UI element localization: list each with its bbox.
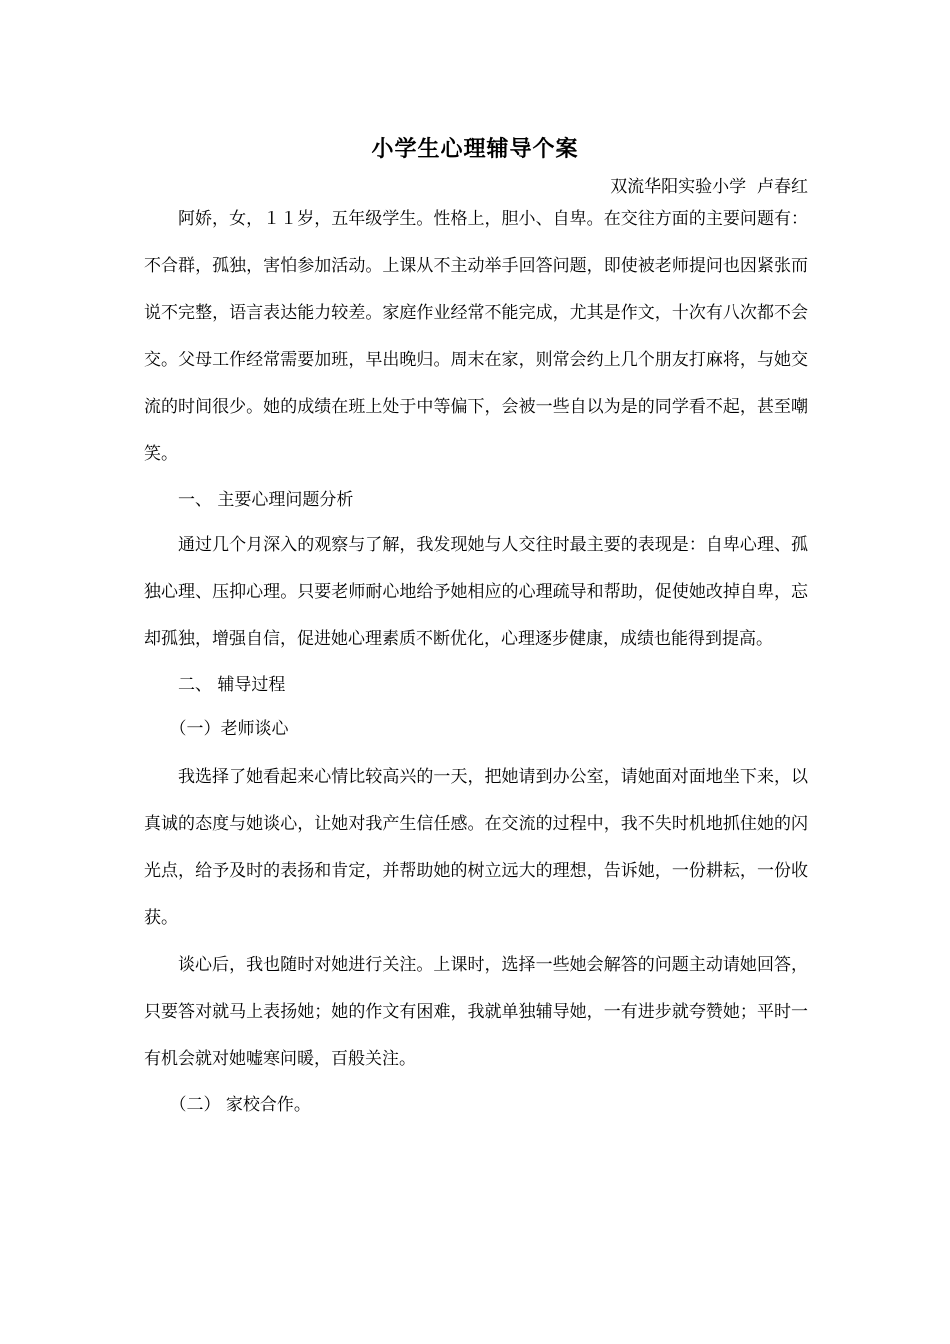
subsection-heading-talk: （一）老师谈心 [169,719,289,739]
section-heading-process: 二、 辅导过程 [178,675,286,695]
paragraph-intro: 阿娇，女，１１岁，五年级学生。性格上，胆小、自卑。在交往方面的主要问题有：不合群，孤独，害怕参加活动。上课从不主动举手回答问题，即使被老师提问也因紧张而说不完整，语言表达能力较差。家庭作业经常不能完成，尤其是作文，十次有八次都不会交。父母工作经常需要加班，早出晚归。周末在家，则常会约上几个朋友打麻将，与她交流的时间很少。她的成绩在班上处于中等偏下，会被一些自以为是的同学看不起，甚至嘲笑。 [144,209,808,464]
document-title: 小学生心理辅导个案 [371,136,579,162]
document-author: 双流华阳实验小学 卢春红 [610,177,808,197]
document-body [144,196,808,1127]
section-heading-analysis: 一、 主要心理问题分析 [178,490,354,510]
paragraph-talk: 我选择了她看起来心情比较高兴的一天，把她请到办公室，请她面对面地坐下来，以真诚的态度与她谈心，让她对我产生信任感。在交流的过程中，我不失时机地抓住她的闪光点，给予及时的表扬和肯定，并帮助她的树立远大的理想，告诉她，一份耕耘，一份收获。 [144,767,808,928]
paragraph-follow-up: 谈心后，我也随时对她进行关注。上课时，选择一些她会解答的问题主动请她回答，只要答对就马上表扬她；她的作文有困难，我就单独辅导她，一有进步就夸赞她；平时一有机会就对她嘘寒问暖，百般关注。 [144,955,808,1069]
paragraph-analysis: 通过几个月深入的观察与了解，我发现她与人交往时最主要的表现是：自卑心理、孤独心理、压抑心理。只要老师耐心地给予她相应的心理疏导和帮助，促使她改掉自卑，忘却孤独，增强自信，促进她心理素质不断优化，心理逐步健康，成绩也能得到提高。 [144,535,808,649]
subsection-heading-home-school: （二） 家校合作。 [169,1095,311,1115]
